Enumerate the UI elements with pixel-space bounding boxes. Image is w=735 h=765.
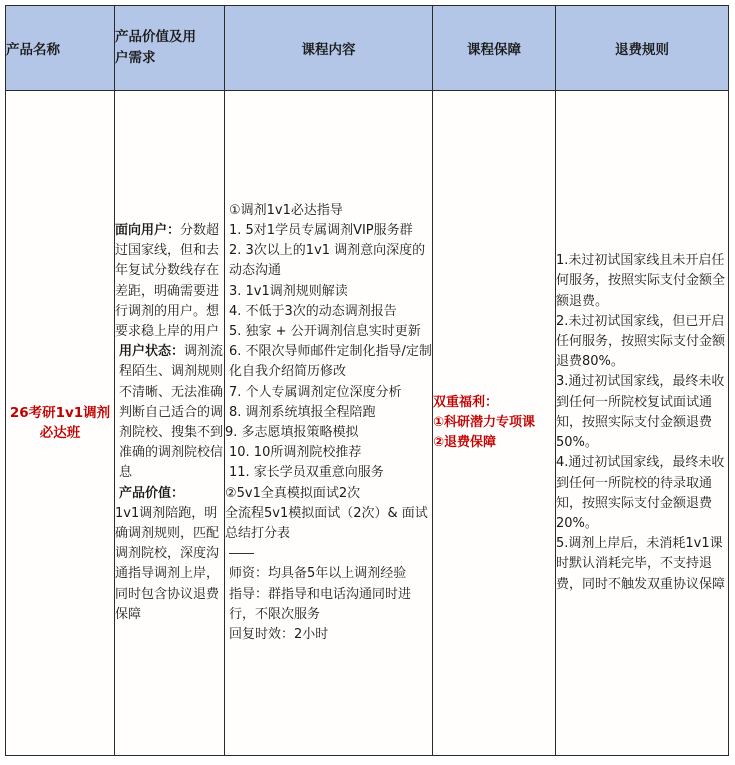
header-product-name: 产品名称 xyxy=(6,6,115,91)
product-value-label: 产品价值： xyxy=(119,485,185,501)
product-name: 26考研1v1调剂必达班 xyxy=(9,405,111,441)
content-item: 9. 多志愿填报策略模拟 xyxy=(225,425,359,440)
product-value xyxy=(115,484,224,504)
content-item: 4. 不低于3次的动态调剂报告 xyxy=(229,303,397,319)
guidance-info: 指导：群指导和电话沟通同时进行，不限次服务 xyxy=(229,586,412,622)
content-item: 1. 5对1学员专属调剂VIP服务群 xyxy=(229,222,413,238)
user-status xyxy=(115,342,224,483)
product-name-cell xyxy=(6,91,115,756)
product-needs-cell xyxy=(115,91,225,756)
header-refund-rules: 退费规则 xyxy=(556,6,729,91)
content-item: 8. 调剂系统填报全程陪跑 xyxy=(229,404,376,420)
target-users xyxy=(115,221,224,342)
guarantee-item: ②退费保障 xyxy=(433,435,497,451)
section2-text: 全流程5v1模拟面试（2次）& 面试总结打分表 xyxy=(225,505,428,542)
content-item: 11. 家长学员双重意向服务 xyxy=(229,465,384,481)
course-guarantee-cell xyxy=(433,91,556,756)
header-course-content: 课程内容 xyxy=(225,6,433,91)
content-item: 5. 独家 + 公开调剂信息实时更新 xyxy=(229,323,421,339)
divider xyxy=(225,544,432,564)
content-item: 6. 不限次导师邮件定制化指导/定制化自我介绍简历修改 xyxy=(229,344,432,380)
user-status-label: 用户状态： xyxy=(119,344,185,360)
product-value-text: 1v1调剂陪跑，明确调剂规则，匹配调剂院校，深度沟通指导调剂上岸，同时包含协议退费保障 xyxy=(115,505,220,622)
header-course-guarantee: 课程保障 xyxy=(433,6,556,91)
refund-rule: 3.通过初试国家线，最终未收到任何一所院校复试面试通知，按照实际支付金额退费50%。 xyxy=(556,374,725,451)
user-status-text: 调剂流程陌生、调剂规则不清晰、无法准确判断自己适合的调剂院校、搜集不到准确的调剂院校信息 xyxy=(119,344,224,481)
section2-title: ②5v1全真模拟面试2次 xyxy=(225,485,361,501)
response-time: 回复时效：2小时 xyxy=(229,627,329,643)
target-users-label: 面向用户： xyxy=(115,222,181,238)
target-users-text: 分数超过国家线，但和去年复试分数线存在差距，明确需要进行调剂的用户。想要求稳上岸的用户 xyxy=(115,222,220,339)
header-row xyxy=(6,6,729,91)
header-product-value xyxy=(115,6,225,91)
refund-rule: 1.未过初试国家线且未开启任何服务，按照实际支付金额全额退费。 xyxy=(556,253,726,309)
product-table xyxy=(5,5,729,756)
table-row xyxy=(6,91,729,756)
content-item: 2. 3次以上的1v1 调剂意向深度的动态沟通 xyxy=(229,243,426,279)
dash-line xyxy=(229,553,254,554)
refund-rules-cell xyxy=(556,91,729,756)
course-content-cell xyxy=(225,91,433,756)
content-item: 3. 1v1调剂规则解读 xyxy=(229,283,348,299)
header-product-value-line2: 户需求 xyxy=(115,50,156,66)
refund-rule: 4.通过初试国家线，最终未收到任何一所院校的待录取通知，按照实际支付金额退费20%。 xyxy=(556,455,725,531)
guarantee-title: 双重福利： xyxy=(433,394,499,410)
header-product-value-line1: 产品价值及用 xyxy=(115,29,196,45)
teachers-info: 师资：均具备5年以上调剂经验 xyxy=(229,566,407,582)
guarantee-item: ①科研潜力专项课 xyxy=(433,414,536,430)
refund-rule: 5.调剂上岸后，未消耗1v1课时默认消耗完毕，不支持退费，同时不触发双重协议保障 xyxy=(556,536,726,592)
content-item: 7. 个人专属调剂定位深度分析 xyxy=(229,384,402,400)
refund-rule: 2.未过初试国家线，但已开启任何服务，按照实际支付金额退费80%。 xyxy=(556,313,726,370)
section1-title: ①调剂1v1必达指导 xyxy=(229,202,343,218)
content-item: 10. 10所调剂院校推荐 xyxy=(229,445,362,461)
